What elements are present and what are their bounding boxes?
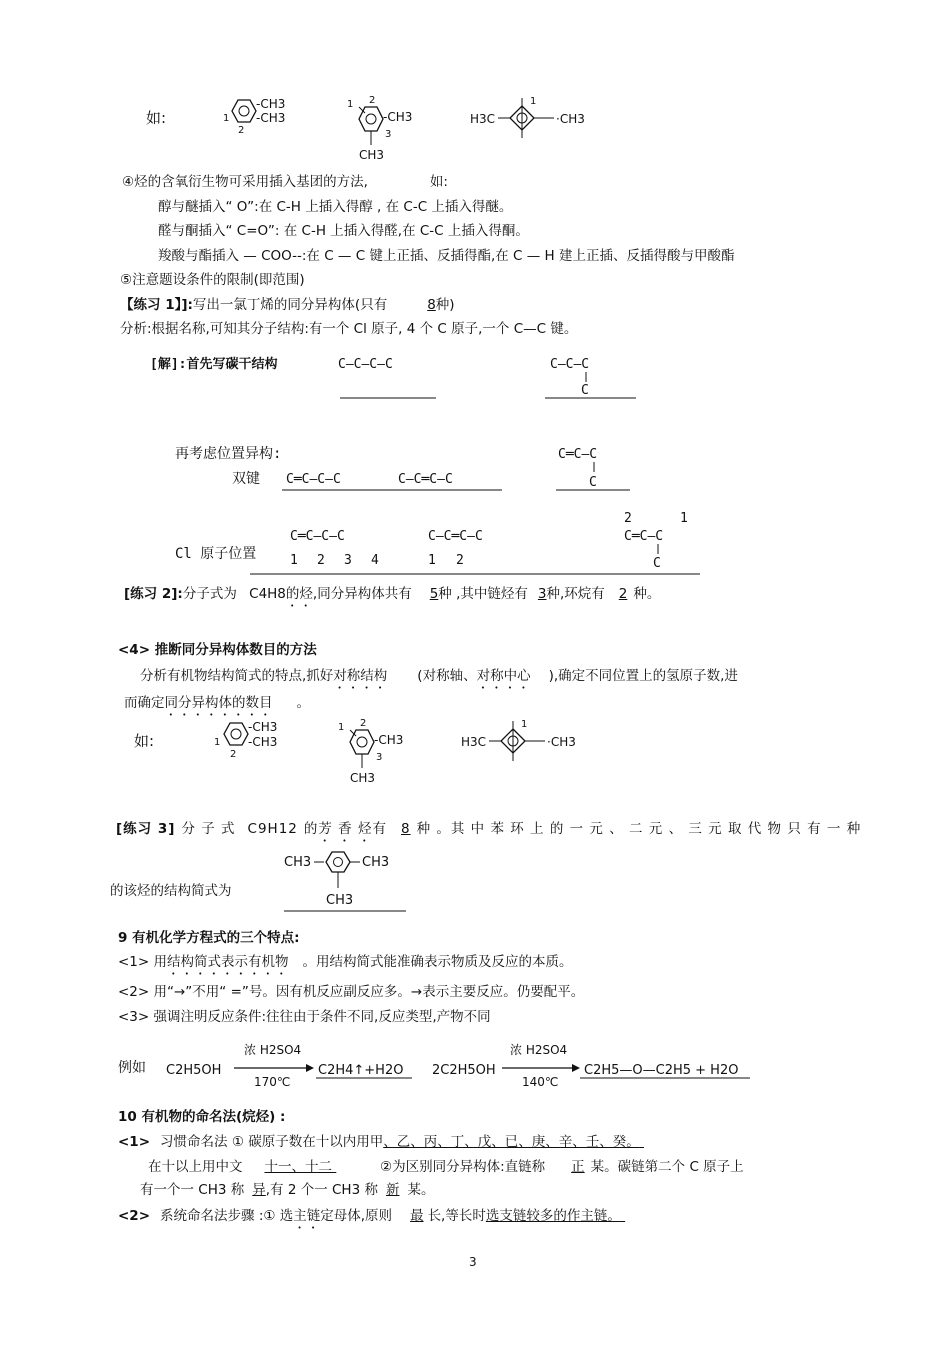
p4-line: ④烃的含氧衍生物可采用插入基团的方法, 如: (122, 174, 448, 190)
svg-text:H3C: H3C (461, 735, 487, 749)
svg-text:C═C—C—C: C═C—C—C (286, 472, 341, 487)
ru-label: 如: (146, 109, 167, 127)
position-isomer-figure (170, 438, 640, 494)
aldehyde-ketone-line: 醛与酮插入“ C=O”: 在 C-H 上插入得醛,在 C-C 上插入得酮。 (158, 223, 529, 239)
svg-text:1: 1 (428, 553, 436, 568)
svg-text:2: 2 (456, 553, 464, 568)
svg-text:C: C (589, 475, 597, 490)
svg-text:C2H5OH: C2H5OH (166, 1063, 222, 1078)
page-number: 3 (469, 1255, 477, 1269)
svg-text:1: 1 (338, 722, 345, 733)
svg-text:1: 1 (290, 553, 298, 568)
svg-text:3: 3 (344, 553, 352, 568)
para-xylene-structure-top (470, 92, 600, 142)
svg-text:例如: 例如 (118, 1060, 146, 1076)
sec4-title: <4> 推断同分异构体数目的方法 (118, 642, 317, 658)
svg-text:C═C—C—C: C═C—C—C (290, 529, 345, 544)
svg-text:2: 2 (238, 125, 245, 136)
para-xylene-structure-mid (461, 715, 591, 765)
svg-text:2: 2 (360, 718, 367, 729)
svg-text:再考虑位置异构:: 再考虑位置异构: (175, 446, 282, 462)
sec10-l2: 在十以上用中文 十一、十二 ②为区别同分异构体:直链称 正 某。碳链第二个 C 原子上 (148, 1159, 744, 1175)
svg-text:·CH3: ·CH3 (556, 112, 585, 126)
svg-text:C—C—C—C: C—C—C—C (338, 357, 393, 372)
svg-text:双键: 双键 (232, 471, 260, 487)
svg-text:CH3: CH3 (362, 855, 390, 870)
svg-text:-CH3: -CH3 (374, 733, 404, 747)
svg-text:2C2H5OH: 2C2H5OH (432, 1063, 496, 1078)
svg-text:·CH3: ·CH3 (547, 735, 576, 749)
sec9-l1: <1> 用结构简式表示有机物 。用结构简式能准确表示物质及反应的本质。 (118, 954, 573, 970)
ex3-structure-label: 的该烃的结构简式为 (110, 883, 232, 899)
dehydration-equation (114, 1040, 774, 1092)
analysis-line: 分析:根据名称,可知其分子结构:有一个 Cl 原子, 4 个 C 原子,一个 C—C 键。 (120, 321, 578, 337)
svg-text:1: 1 (521, 719, 528, 730)
svg-text:2: 2 (369, 95, 376, 106)
svg-text:CH3: CH3 (350, 771, 376, 785)
svg-text:-CH3: -CH3 (256, 111, 286, 125)
svg-text:1: 1 (680, 511, 688, 526)
sec10-l3: 有一个一 CH3 称 异,有 2 个一 CH3 称 新 某。 (140, 1182, 435, 1198)
svg-text:C═C—C: C═C—C (558, 447, 598, 462)
svg-text:CH3: CH3 (359, 148, 385, 162)
alcohol-ether-line: 醇与醚插入“ O”:在 C-H 上插入得醇 , 在 C-C 上插入得醚。 (158, 199, 513, 215)
svg-text:C—C═C—C: C—C═C—C (398, 472, 453, 487)
svg-text:3: 3 (376, 752, 383, 763)
exercise1: 【练习 1】]:写出一氯丁烯的同分异构体(只有 8种) (120, 297, 455, 313)
svg-text:2: 2 (317, 553, 325, 568)
cl-position-figure (170, 510, 710, 575)
svg-text:-CH3: -CH3 (383, 110, 413, 124)
svg-text:H3C: H3C (470, 112, 496, 126)
sec4-line1: 分析有机物结构简式的特点,抓好对称结构 (对称轴、对称中心 ),确定不同位置上的氢原子数,进 (140, 668, 738, 684)
svg-text:C2H4↑+H2O: C2H4↑+H2O (318, 1063, 404, 1078)
acid-ester-line: 羧酸与酯插入 — COO--:在 C — C 键上正插、反插得酯,在 C — H 建上正插、反插得酸与甲酸酯 (158, 248, 735, 264)
sec10-l1: <1> 习惯命名法 ① 碳原子数在十以内用甲、乙、丙、丁、戊、已、庚、辛、壬、癸。 (118, 1134, 640, 1150)
sec10-l4: <2> 系统命名法步骤 :① 选主链定母体,原则 最 长,等长时选支链较多的作主链。 (118, 1208, 621, 1224)
svg-text:浓 H2SO4: 浓 H2SO4 (244, 1043, 302, 1057)
exercise2: [练习 2]:分子式为 C4H8的烃,同分异构体共有 5种 ,其中链烃有 3种,环烷有 2 种。 (124, 586, 661, 602)
p5-line: ⑤注意题设条件的限制(即范围) (120, 272, 305, 288)
trimethyl-structure-mid (336, 716, 426, 788)
svg-text:浓 H2SO4: 浓 H2SO4 (510, 1043, 568, 1057)
svg-text:C—C═C—C: C—C═C—C (428, 529, 483, 544)
svg-text:C—C—C: C—C—C (550, 357, 590, 372)
mesitylene-structure (284, 850, 414, 914)
sec4-line2: 而确定同分异构体的数目 。 (124, 695, 310, 711)
svg-text:3: 3 (385, 129, 392, 140)
svg-text:2: 2 (624, 511, 632, 526)
svg-text:-CH3: -CH3 (248, 735, 278, 749)
sec10-title: 10 有机物的命名法(烷烃) : (118, 1109, 286, 1125)
svg-text:4: 4 (371, 553, 379, 568)
sec9-l3: <3> 强调注明反应条件:往往由于条件不同,反应类型,产物不同 (118, 1009, 491, 1025)
svg-text:2: 2 (230, 749, 237, 760)
svg-text:Cl 原子位置: Cl 原子位置 (175, 546, 257, 562)
xylene-structure-top (220, 95, 300, 135)
svg-text:1: 1 (347, 99, 354, 110)
svg-text:C═C—C: C═C—C (624, 529, 664, 544)
svg-text:C2H5—O—C2H5 + H2O: C2H5—O—C2H5 + H2O (584, 1063, 739, 1078)
ru-label-2: 如: (134, 732, 155, 750)
svg-text:1: 1 (214, 737, 221, 748)
svg-text:CH3: CH3 (284, 855, 312, 870)
sec9-l2: <2> 用“→”不用“ =”号。因有机反应副反应多。→表示主要反应。仍要配平。 (118, 984, 585, 1000)
xylene-structure-mid (212, 718, 292, 760)
svg-text:-CH3: -CH3 (256, 97, 286, 111)
svg-text:C: C (581, 383, 589, 398)
svg-text:-CH3: -CH3 (248, 720, 278, 734)
svg-text:140℃: 140℃ (522, 1075, 559, 1089)
svg-text:C: C (653, 556, 661, 571)
sec9-title: 9 有机化学方程式的三个特点: (118, 930, 300, 946)
svg-text:1: 1 (223, 113, 230, 124)
carbon-skeleton-figure (140, 348, 660, 410)
svg-text:1: 1 (530, 96, 537, 107)
svg-text:[解]:首先写碳干结构: [解]:首先写碳干结构 (150, 357, 278, 372)
exercise3: [练习 3] 分 子 式 C9H12 的芳 香 烃有 8 种 。其 中 苯 环 上 的 一 元 、 二 元 、 三 元 取 代 物 只 有 一 种 (116, 821, 862, 837)
trimethyl-structure-top (345, 93, 435, 165)
svg-text:CH3: CH3 (326, 893, 354, 908)
svg-text:170℃: 170℃ (254, 1075, 291, 1089)
